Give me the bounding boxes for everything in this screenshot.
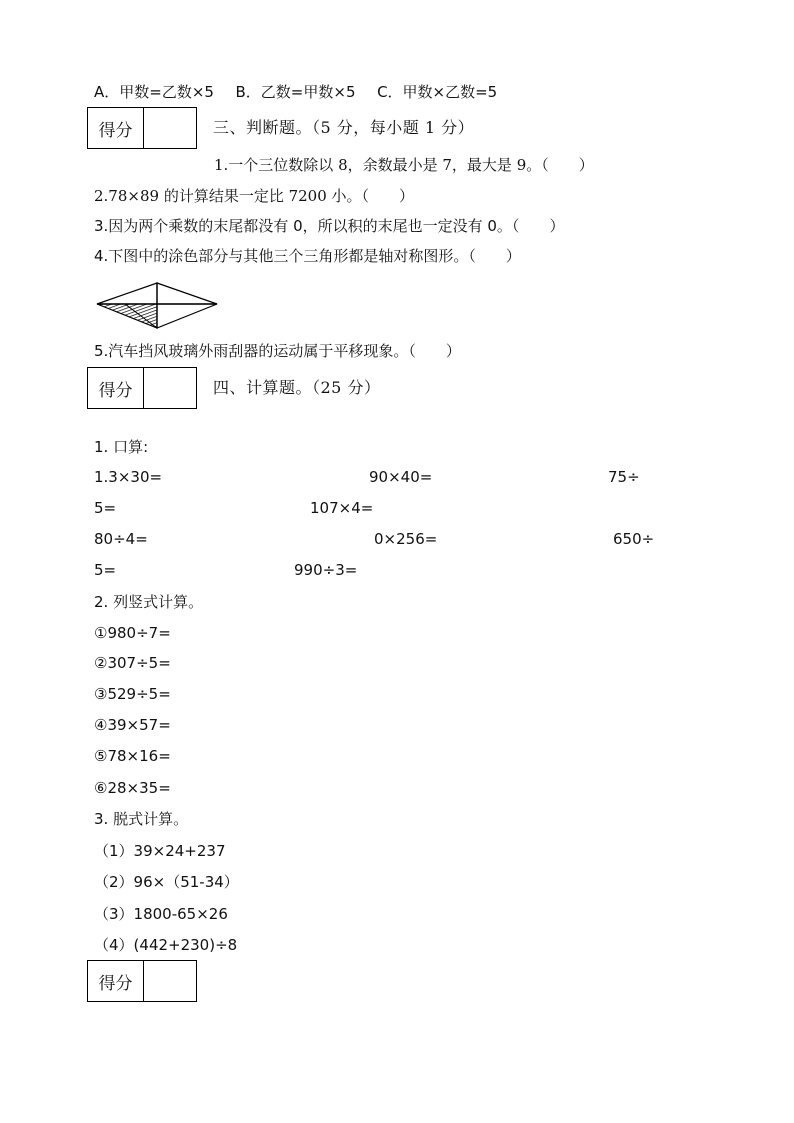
vertical-item: ③529÷5= (94, 685, 171, 703)
score-label: 得分 (88, 368, 144, 408)
option-c: C．甲数×乙数=5 (377, 83, 498, 101)
rhombus-figure (95, 281, 219, 331)
section3-title: 三、判断题。（5 分，每小题 1 分） (213, 118, 475, 137)
close-paren: ） (445, 342, 461, 360)
section4-title: 四、计算题。（25 分） (213, 378, 381, 397)
score-blank[interactable] (144, 368, 196, 408)
judge-q5 (94, 341, 461, 361)
triangle-top-right (157, 283, 217, 304)
oral-item: 80÷4= (94, 530, 148, 548)
oral-item: 1.3×30= (94, 468, 163, 486)
judge-q1-text: 1.一个三位数除以 8，余数最小是 7，最大是 9。（ (214, 156, 549, 174)
step-item: （2）96×（51-34） (94, 873, 239, 891)
vertical-item: ⑥28×35= (94, 779, 171, 797)
vertical-item: ⑤78×16= (94, 747, 171, 765)
vertical-calc-label: 2. 列竖式计算。 (94, 593, 204, 611)
oral-item: 5= (94, 499, 117, 517)
judge-q2 (94, 186, 414, 206)
judge-q1 (214, 155, 594, 175)
triangle-top-left (97, 283, 157, 304)
vertical-item: ①980÷7= (94, 624, 171, 642)
oral-calc-label: 1. 口算: (94, 438, 149, 456)
score-blank[interactable] (144, 108, 196, 148)
score-blank[interactable] (144, 961, 196, 1001)
close-paren: ） (578, 156, 594, 174)
oral-item: 107×4= (310, 499, 374, 517)
score-label: 得分 (88, 108, 144, 148)
judge-q4-text: 4.下图中的涂色部分与其他三个三角形都是轴对称图形。（ (94, 247, 476, 265)
step-item: （4）(442+230)÷8 (94, 936, 238, 954)
step-calc-label: 3. 脱式计算。 (94, 810, 189, 828)
judge-q2-text: 2.78×89 的计算结果一定比 7200 小。（ (94, 187, 370, 205)
score-box-section4 (87, 367, 197, 409)
score-box-section5 (87, 960, 197, 1002)
vertical-item: ④39×57= (94, 716, 171, 734)
judge-q3 (94, 216, 564, 236)
step-item: （3）1800-65×26 (94, 905, 228, 923)
choice-options (94, 82, 497, 102)
oral-item: 90×40= (369, 468, 433, 486)
close-paren: ） (549, 217, 565, 235)
triangle-bottom-right (157, 304, 217, 328)
option-a: A．甲数=乙数×5 (94, 83, 214, 101)
vertical-item: ②307÷5= (94, 654, 171, 672)
oral-item: 990÷3= (294, 561, 358, 579)
option-b: B．乙数=甲数×5 (235, 83, 356, 101)
score-label: 得分 (88, 961, 144, 1001)
step-item: （1）39×24+237 (94, 842, 226, 860)
judge-q5-text: 5.汽车挡风玻璃外雨刮器的运动属于平移现象。（ (94, 342, 416, 360)
close-paren: ） (505, 247, 521, 265)
judge-q3-text: 3.因为两个乘数的末尾都没有 0，所以积的末尾也一定没有 0。（ (94, 217, 520, 235)
shaded-triangle (97, 304, 157, 328)
close-paren: ） (399, 187, 415, 205)
judge-q4 (94, 246, 521, 266)
oral-item: 0×256= (374, 530, 438, 548)
oral-item: 5= (94, 561, 117, 579)
oral-item: 650÷ (613, 530, 655, 548)
score-box-section3 (87, 107, 197, 149)
oral-item: 75÷ (608, 468, 640, 486)
